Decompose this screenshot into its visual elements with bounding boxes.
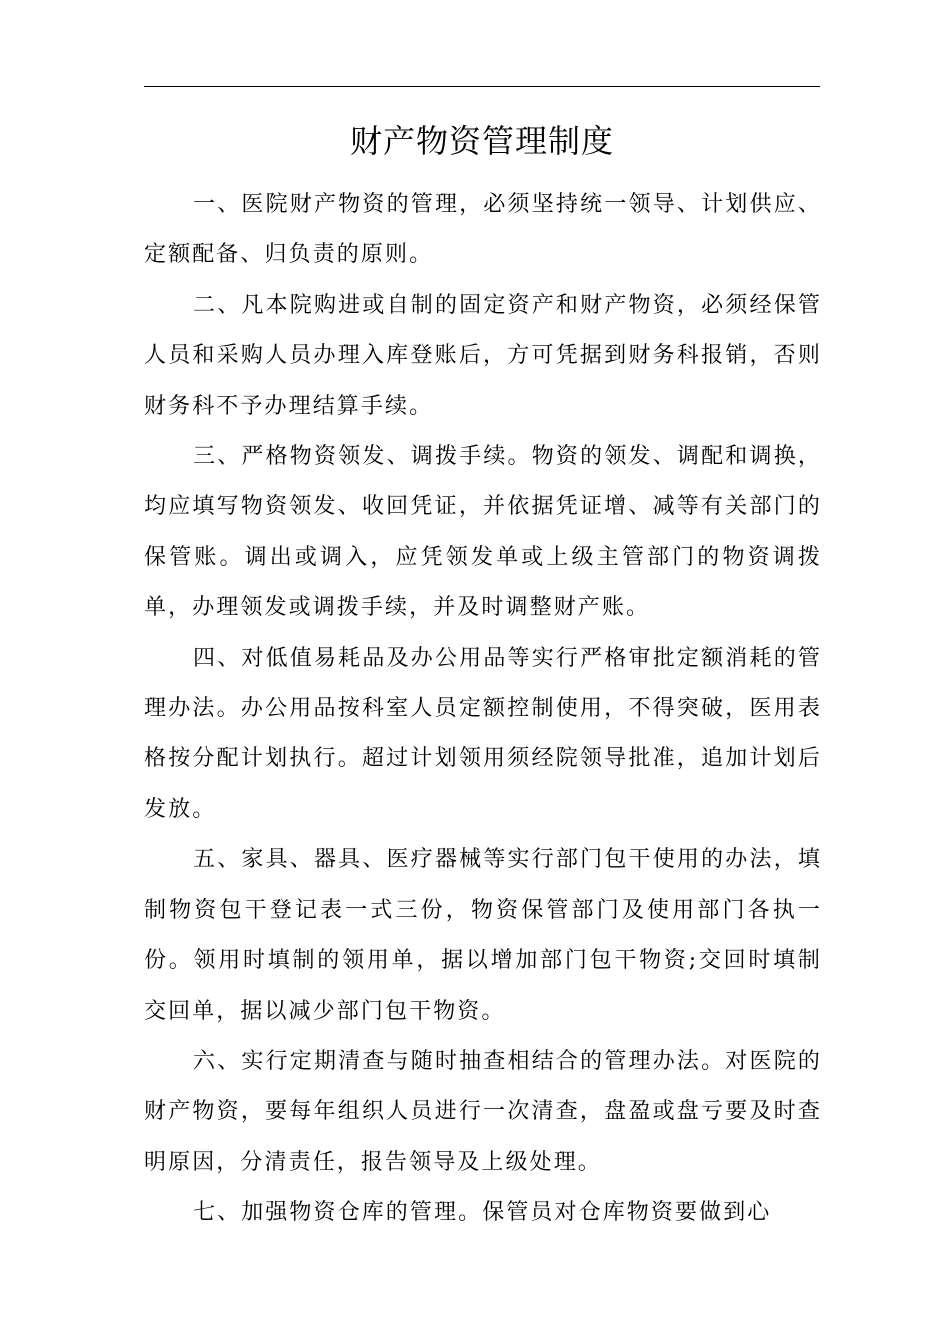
- paragraph-7: 七、加强物资仓库的管理。保管员对仓库物资要做到心: [193, 1200, 772, 1226]
- header-divider: [144, 86, 820, 87]
- paragraph-4: 四、对低值易耗品及办公用品等实行严格审批定额消耗的管理办法。办公用品按科室人员定额控制使用，不得突破，医用表格按分配计划执行。超过计划领用须经院领导批准，追加计划后发放。: [144, 645, 822, 822]
- paragraph-3: 三、严格物资领发、调拨手续。物资的领发、调配和调换，均应填写物资领发、收回凭证，并依据凭证增、减等有关部门的保管账。调出或调入，应凭领发单或上级主管部门的物资调拨单，办理领发或调拨手续，并及时调整财产账。: [144, 444, 822, 621]
- document-body: [144, 180, 822, 1239]
- paragraph-5: 五、家具、器具、医疗器械等实行部门包干使用的办法，填制物资包干登记表一式三份，物资保管部门及使用部门各执一份。领用时填制的领用单，据以增加部门包干物资;交回时填制交回单，据以减少部门包干物资。: [144, 847, 822, 1024]
- paragraph-6: 六、实行定期清查与随时抽查相结合的管理办法。对医院的财产物资，要每年组织人员进行一次清查，盘盈或盘亏要及时查明原因，分清责任，报告领导及上级处理。: [144, 1048, 822, 1175]
- paragraph-1: 一、医院财产物资的管理，必须坚持统一领导、计划供应、定额配备、归负责的原则。: [144, 192, 822, 268]
- document-title: 财产物资管理制度: [349, 122, 614, 160]
- paragraph-2: 二、凡本院购进或自制的固定资产和财产物资，必须经保管人员和采购人员办理入库登账后，方可凭据到财务科报销，否则财务科不予办理结算手续。: [144, 292, 822, 419]
